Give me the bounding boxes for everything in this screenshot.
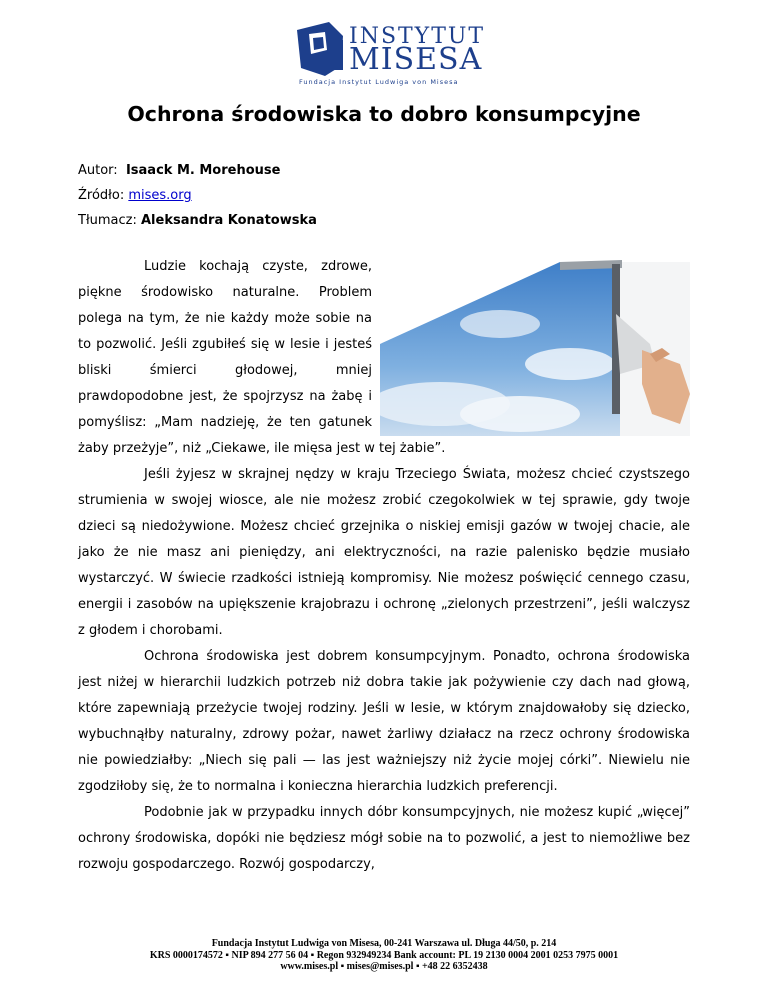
institute-logo — [295, 20, 486, 86]
source-line — [78, 188, 192, 204]
translator-line — [78, 213, 317, 229]
translator-name: Aleksandra Konatowska — [141, 213, 317, 228]
logo-word-instytut: INSTYTUT — [349, 24, 486, 49]
logo-emblem-icon — [295, 20, 349, 78]
paragraph-2: Jeśli żyjesz w skrajnej nędzy w kraju Trzeciego Świata, możesz chcieć czystszego strumienia w swojej wiosce, ale nie możesz zrobić czegokolwiek w tej sprawie, gdy twoje dzieci są niedożywione. Możesz chcieć grzejnika o niskiej emisji gazów w twojej chacie, ale jako że nie masz ani pieniędzy, ani elektryczności, na razie palenisko będzie musiało wystarczyć. W świecie rzadkości istnieją kompromisy. Nie możesz poświęcić cennego czasu, energii i zasobów na upiększenie krajobrazu i ochronę „zielonych przestrzeni”, jeśli walczysz z głodem i chorobami. — [78, 467, 690, 638]
author-line — [78, 163, 280, 179]
page-footer — [0, 938, 768, 973]
sky-squeegee-image — [380, 254, 690, 436]
author-name: Isaack M. Morehouse — [125, 163, 281, 178]
footer-address: Fundacja Instytut Ludwiga von Misesa, 00-241 Warszawa ul. Długa 44/50, p. 214 — [211, 938, 557, 949]
window-cleaning-illustration — [380, 254, 690, 436]
translator-label: Tłumacz: — [78, 213, 137, 228]
footer-contact: www.mises.pl ▪ mises@mises.pl ▪ +48 22 6352438 — [280, 961, 488, 972]
source-label: Źródło: — [78, 188, 125, 203]
document-title: Ochrona środowiska to dobro konsumpcyjne — [127, 102, 641, 126]
paragraph-4: Podobnie jak w przypadku innych dóbr konsumpcyjnych, nie możesz kupić „więcej” ochrony środowiska, dopóki nie będziesz mógł sobie na to pozwolić, a jest to niemożliwe bez rozwoju gospodarczego. Rozwój gospodarczy, — [78, 805, 690, 872]
logo-word-misesa: MISESA — [349, 42, 483, 77]
author-label: Autor: — [78, 163, 118, 178]
paragraph-1: Ludzie kochają czyste, zdrowe, piękne środowisko naturalne. Problem polega na tym, że nie każdy może sobie na to pozwolić. Jeśli zgubiłeś się w lesie i jesteś bliski śmierci głodowej, mniej prawdopodobne jest, że spojrzysz na żabę i pomyślisz: „Mam nadzieję, że ten gatunek żaby przeżyje”, niż „Ciekawe, ile mięsa jest w tej żabie”. — [78, 259, 446, 456]
paragraph-3: Ochrona środowiska jest dobrem konsumpcyjnym. Ponadto, ochrona środowiska jest niżej w hierarchii ludzkich potrzeb niż dobra takie jak pożywienie czy dach nad głową, które zapewniają przeżycie twojej rodziny. Jeśli w lesie, w którym znajdowałoby się dziecko, wybuchnąłby naturalny, zdrowy pożar, nawet żarliwy działacz na rzecz ochrony środowiska nie powiedziałby: „Niech się pali — las jest ważniejszy niż życie mojej córki”. Niewielu nie zgodziłoby się, że to normalna i konieczna hierarchia ludzkich preferencji. — [78, 649, 690, 794]
source-link[interactable]: mises.org — [128, 188, 192, 203]
article-body — [78, 254, 690, 878]
logo-subtitle: Fundacja Instytut Ludwiga von Misesa — [299, 78, 459, 86]
footer-registration: KRS 0000174572 ▪ NIP 894 277 56 04 ▪ Regon 932949234 Bank account: PL 19 2130 0004 2001 0253 7975 0001 — [149, 949, 619, 961]
